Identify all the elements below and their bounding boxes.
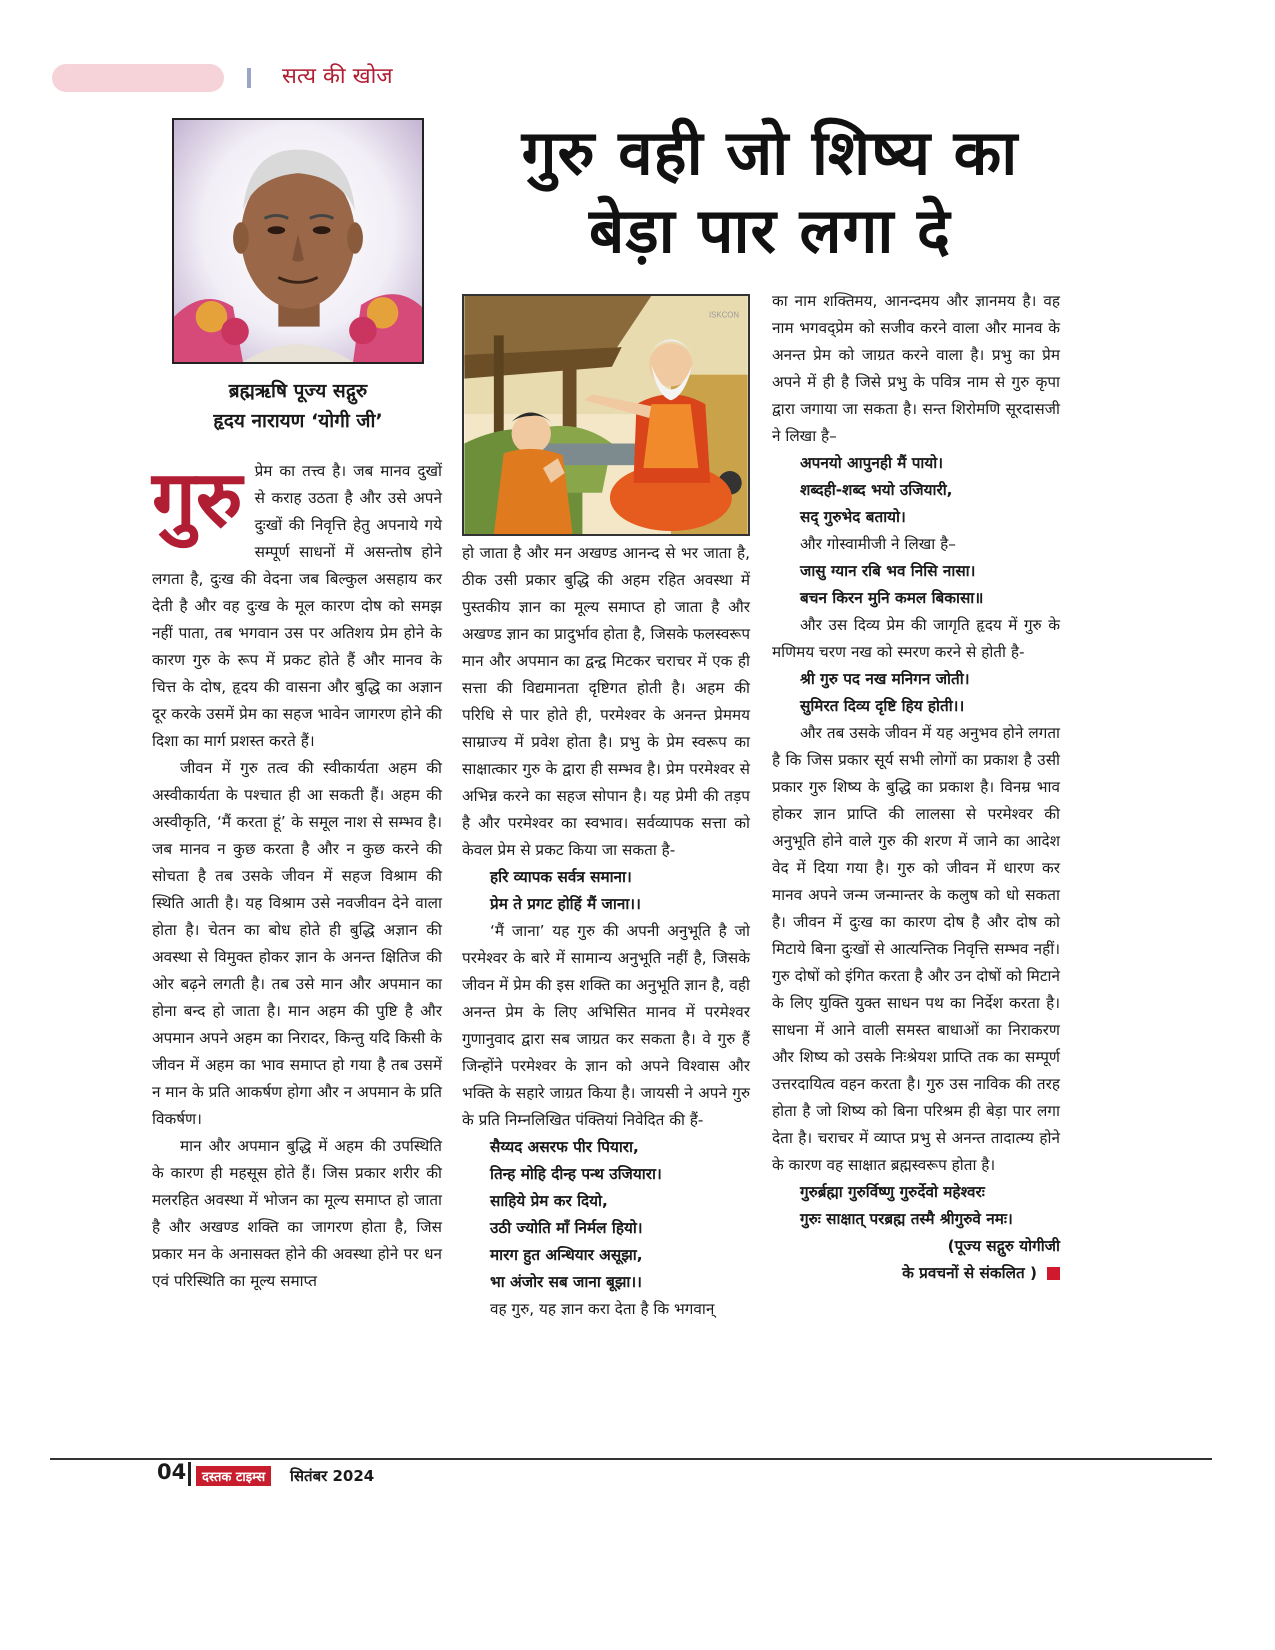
magazine-logo: दस्तक टाइम्स (196, 1466, 271, 1486)
verse-line: हरि व्यापक सर्वत्र समाना। (490, 868, 632, 886)
source-note (772, 1233, 1060, 1287)
verse-line: गुरुर्ब्रह्मा गुरुर्विष्णु गुरुर्देवो महेश्वरः (800, 1183, 985, 1201)
guru-portrait (172, 118, 424, 364)
col3-paragraph-1: का नाम शक्तिमय, आनन्दमय और ज्ञानमय है। वह नाम भगवद्प्रेम को सजीव करने वाला और मानव के अनन्त प्रेम को जाग्रत करने वाला है। प्रभु का प्रेम अपने में ही है जिसे प्रभु के पवित्र नाम से गुरु कृपा द्वारा जगाया जा सकता है। सन्त शिरोमणि सूरदासजी ने लिखा है– (772, 292, 1060, 445)
col2-paragraph-3: वह गुरु, यह ज्ञान करा देता है कि भगवान् (490, 1300, 715, 1318)
header-divider (247, 68, 251, 88)
verse-line: सद् गुरुभेद बतायो। (800, 508, 906, 526)
footer-separator (188, 1462, 191, 1486)
verse-guru-pad (772, 666, 1060, 720)
col3-paragraph-3: और उस दिव्य प्रेम की जागृति हृदय में गुरु के मणिमय चरण नख को स्मरण करने से होती है- (772, 616, 1060, 661)
verse-line: बचन किरन मुनि कमल बिकासा॥ (800, 589, 984, 607)
page-number: 04 (157, 1460, 187, 1484)
verse-line: अपनयो आपुनही मैं पायो। (800, 454, 944, 472)
end-mark-icon (1047, 1267, 1060, 1280)
article-column-1 (152, 455, 442, 1295)
section-pill (52, 64, 224, 92)
verse-line: सुमिरत दिव्य दृष्टि हिय होती।। (800, 697, 965, 715)
portrait-caption (172, 376, 424, 436)
verse-jayasi (462, 1134, 750, 1296)
caption-line-1: ब्रह्मऋषि पूज्य सद्गुरु (228, 380, 368, 402)
drop-cap: गुरु (152, 455, 243, 545)
verse-line: भा अंजोर सब जाना बूझा।। (490, 1273, 642, 1291)
portrait-illustration (174, 120, 422, 362)
verse-line: साहिये प्रेम कर दियो, (490, 1192, 608, 1210)
section-label: सत्य की खोज (282, 64, 393, 89)
illustration-watermark: ISKCON (708, 310, 740, 320)
col1-paragraph-2: जीवन में गुरु तत्व की स्वीकार्यता अहम की अस्वीकार्यता के पश्चात ही आ सकती हैं। अहम की अस्वीकृति, ‘मैं करता हूं’ के समूल नाश से सम्भव है। जब मानव न कुछ करता है और न कुछ करने की सोचता है तब उसके जीवन में सहज विश्राम की स्थिति आती है। यह विश्राम उसे नवजीवन देने वाला होता है। चेतन का बोध होते ही बुद्धि अज्ञान की अवस्था से विमुक्त होकर ज्ञान के अनन्त क्षितिज की ओर बढ़ने लगती है। तब उसे मान और अपमान का होना बन्द हो जाता है। मान अहम की पुष्टि है और अपमान अपने अहम का निरादर, किन्तु यदि किसी के जीवन में अहम का भाव समाप्त हो गया है तब उसमें न मान के प्रति आकर्षण होगा और न अपमान के प्रति विकर्षण। (152, 759, 442, 1128)
verse-line: सैय्यद असरफ पीर पियारा, (490, 1138, 639, 1156)
source-line-2-row (772, 1260, 1060, 1287)
verse-line: प्रेम ते प्रगट होहिं मैं जाना।। (490, 895, 641, 913)
verse-line: शब्दही-शब्द भयो उजियारी, (800, 481, 953, 499)
article-column-3 (772, 288, 1060, 1287)
verse-tulsi (462, 864, 750, 918)
verse-line: मारग हुत अन्धियार असूझा, (490, 1246, 643, 1264)
article-column-2 (462, 540, 750, 1323)
guru-disciple-illustration (462, 294, 750, 536)
col2-paragraph-1: हो जाता है और मन अखण्ड आनन्द से भर जाता है, ठीक उसी प्रकार बुद्धि की अहम रहित अवस्था में पुस्तकीय ज्ञान का मूल्य समाप्त हो जाता है और अखण्ड ज्ञान का प्रादुर्भाव होता है, जिसके फलस्वरूप मान और अपमान का द्वन्द्व मिटकर चराचर में एक ही सत्ता की विद्यमानता दृष्टिगत होती है। अहम की परिधि से पार होते ही, परमेश्वर के अनन्त प्रेममय साम्राज्य में प्रवेश होता है। प्रभु के प्रेम स्वरूप का साक्षात्कार गुरु के द्वारा ही सम्भव है। प्रेम परमेश्वर से अभिन्न करने का सहज सोपान है। यह प्रेमी की तड़प है और परमेश्वर का स्वभाव। सर्वव्यापक सत्ता को केवल प्रेम से प्रकट किया जा सकता है- (462, 544, 751, 859)
col3-paragraph-2: और गोस्वामीजी ने लिखा है– (800, 535, 956, 553)
verse-goswami (772, 558, 1060, 612)
col3-paragraph-4: और तब उसके जीवन में यह अनुभव होने लगता है कि जिस प्रकार सूर्य सभी लोगों का प्रकाश है उसी प्रकार गुरु शिष्य के बुद्धि का प्रकाश है। विनम्र भाव होकर ज्ञान प्राप्ति की लालसा से परमेश्वर की अनुभूति होने वाले गुरु की शरण में जाने का आदेश वेद में दिया गया है। गुरु को जीवन में धारण कर मानव अपने जन्म जन्मान्तर के कलुष को धो सकता है। जीवन में दुःख का कारण दोष है और दोष को मिटाये बिना दुःखों से आत्यन्तिक निवृत्ति सम्भव नहीं। गुरु दोषों को इंगित करता है और उन दोषों को मिटाने के लिए युक्ति युक्त साधन पथ का निर्देश करता है। साधना में आने वाली समस्त बाधाओं का निराकरण और शिष्य को उसके निःश्रेयश प्राप्ति तक का सम्पूर्ण उत्तरदायित्व वहन करता है। गुरु उस नाविक की तरह होता है जो शिष्य को बिना परिश्रम ही बेड़ा पार लगा देता है। चराचर में व्याप्त प्रभु से अनन्त तादात्म्य होने के कारण वह साक्षात ब्रह्मस्वरूप होता है। (772, 724, 1060, 1174)
verse-guru-mantra (772, 1179, 1060, 1233)
footer-rule (50, 1458, 1212, 1460)
article-headline (440, 114, 1100, 270)
source-line-2: के प्रवचनों से संकलित ) (902, 1264, 1037, 1282)
verse-line: उठी ज्योति माँ निर्मल हियो। (490, 1219, 643, 1237)
verse-line: गुरुः साक्षात् परब्रह्म तस्मै श्रीगुरुवे नमः। (800, 1210, 1013, 1228)
illustration-graphic (464, 296, 748, 534)
col1-paragraph-1: प्रेम का तत्त्व है। जब मानव दुखों से कराह उठता है और उसे अपने दुःखों की निवृत्ति हेतु अपनाये गये सम्पूर्ण साधनों में असन्तोष होने लगता है, दुःख की वेदना जब बिल्कुल असहाय कर देती है और वह दुःख के मूल कारण दोष को समझ नहीं पाता, तब भगवान उस पर अतिशय प्रेम होने के कारण गुरु के रूप में प्रकट होते हैं और मानव के चित्त के दोष, हृदय की वासना और बुद्धि का अज्ञान दूर करके उसमें प्रेम का सहज भावेन जागरण होने की दिशा का मार्ग प्रशस्त करते हैं। (152, 462, 442, 750)
issue-date: सितंबर 2024 (290, 1467, 375, 1485)
headline-line-2: बेड़ा पार लगा दे (589, 194, 951, 267)
verse-surdas (772, 450, 1060, 531)
col1-paragraph-3: मान और अपमान बुद्धि में अहम की उपस्थिति के कारण ही महसूस होते हैं। जिस प्रकार शरीर की मलरहित अवस्था में भोजन का मूल्य समाप्त हो जाता है और अखण्ड शक्ति का जागरण होता है, जिस प्रकार मन के अनासक्त होने की अवस्था होने पर धन एवं परिस्थिति का मूल्य समाप्त (152, 1137, 442, 1290)
col2-paragraph-2: ‘मैं जाना’ यह गुरु की अपनी अनुभूति है जो परमेश्वर के बारे में सामान्य अनुभूति नहीं है, जिसके जीवन में प्रेम की इस शक्ति का अनुभूति ज्ञान है, वही अनन्त प्रेम के लिए अभिसित मानव में परमेश्वर गुणानुवाद द्वारा सब जाग्रत कर सकता है। वे गुरु हैं जिन्होंने परमेश्वर के ज्ञान को अपने विश्वास और भक्ति के सहारे जाग्रत किया है। जायसी ने अपने गुरु के प्रति निम्नलिखित पंक्तियां निवेदित की हैं- (462, 922, 750, 1129)
caption-line-2: हृदय नारायण ‘योगी जी’ (213, 410, 383, 432)
verse-line: श्री गुरु पद नख मनिगन जोती। (800, 670, 970, 688)
headline-line-1: गुरु वही जो शिष्य का (521, 116, 1019, 189)
source-line-1: (पूज्य सद्गुरु योगीजी (947, 1237, 1060, 1255)
verse-line: जासु ग्यान रबि भव निसि नासा। (800, 562, 976, 580)
verse-line: तिन्ह मोहि दीन्ह पन्थ उजियारा। (490, 1165, 662, 1183)
